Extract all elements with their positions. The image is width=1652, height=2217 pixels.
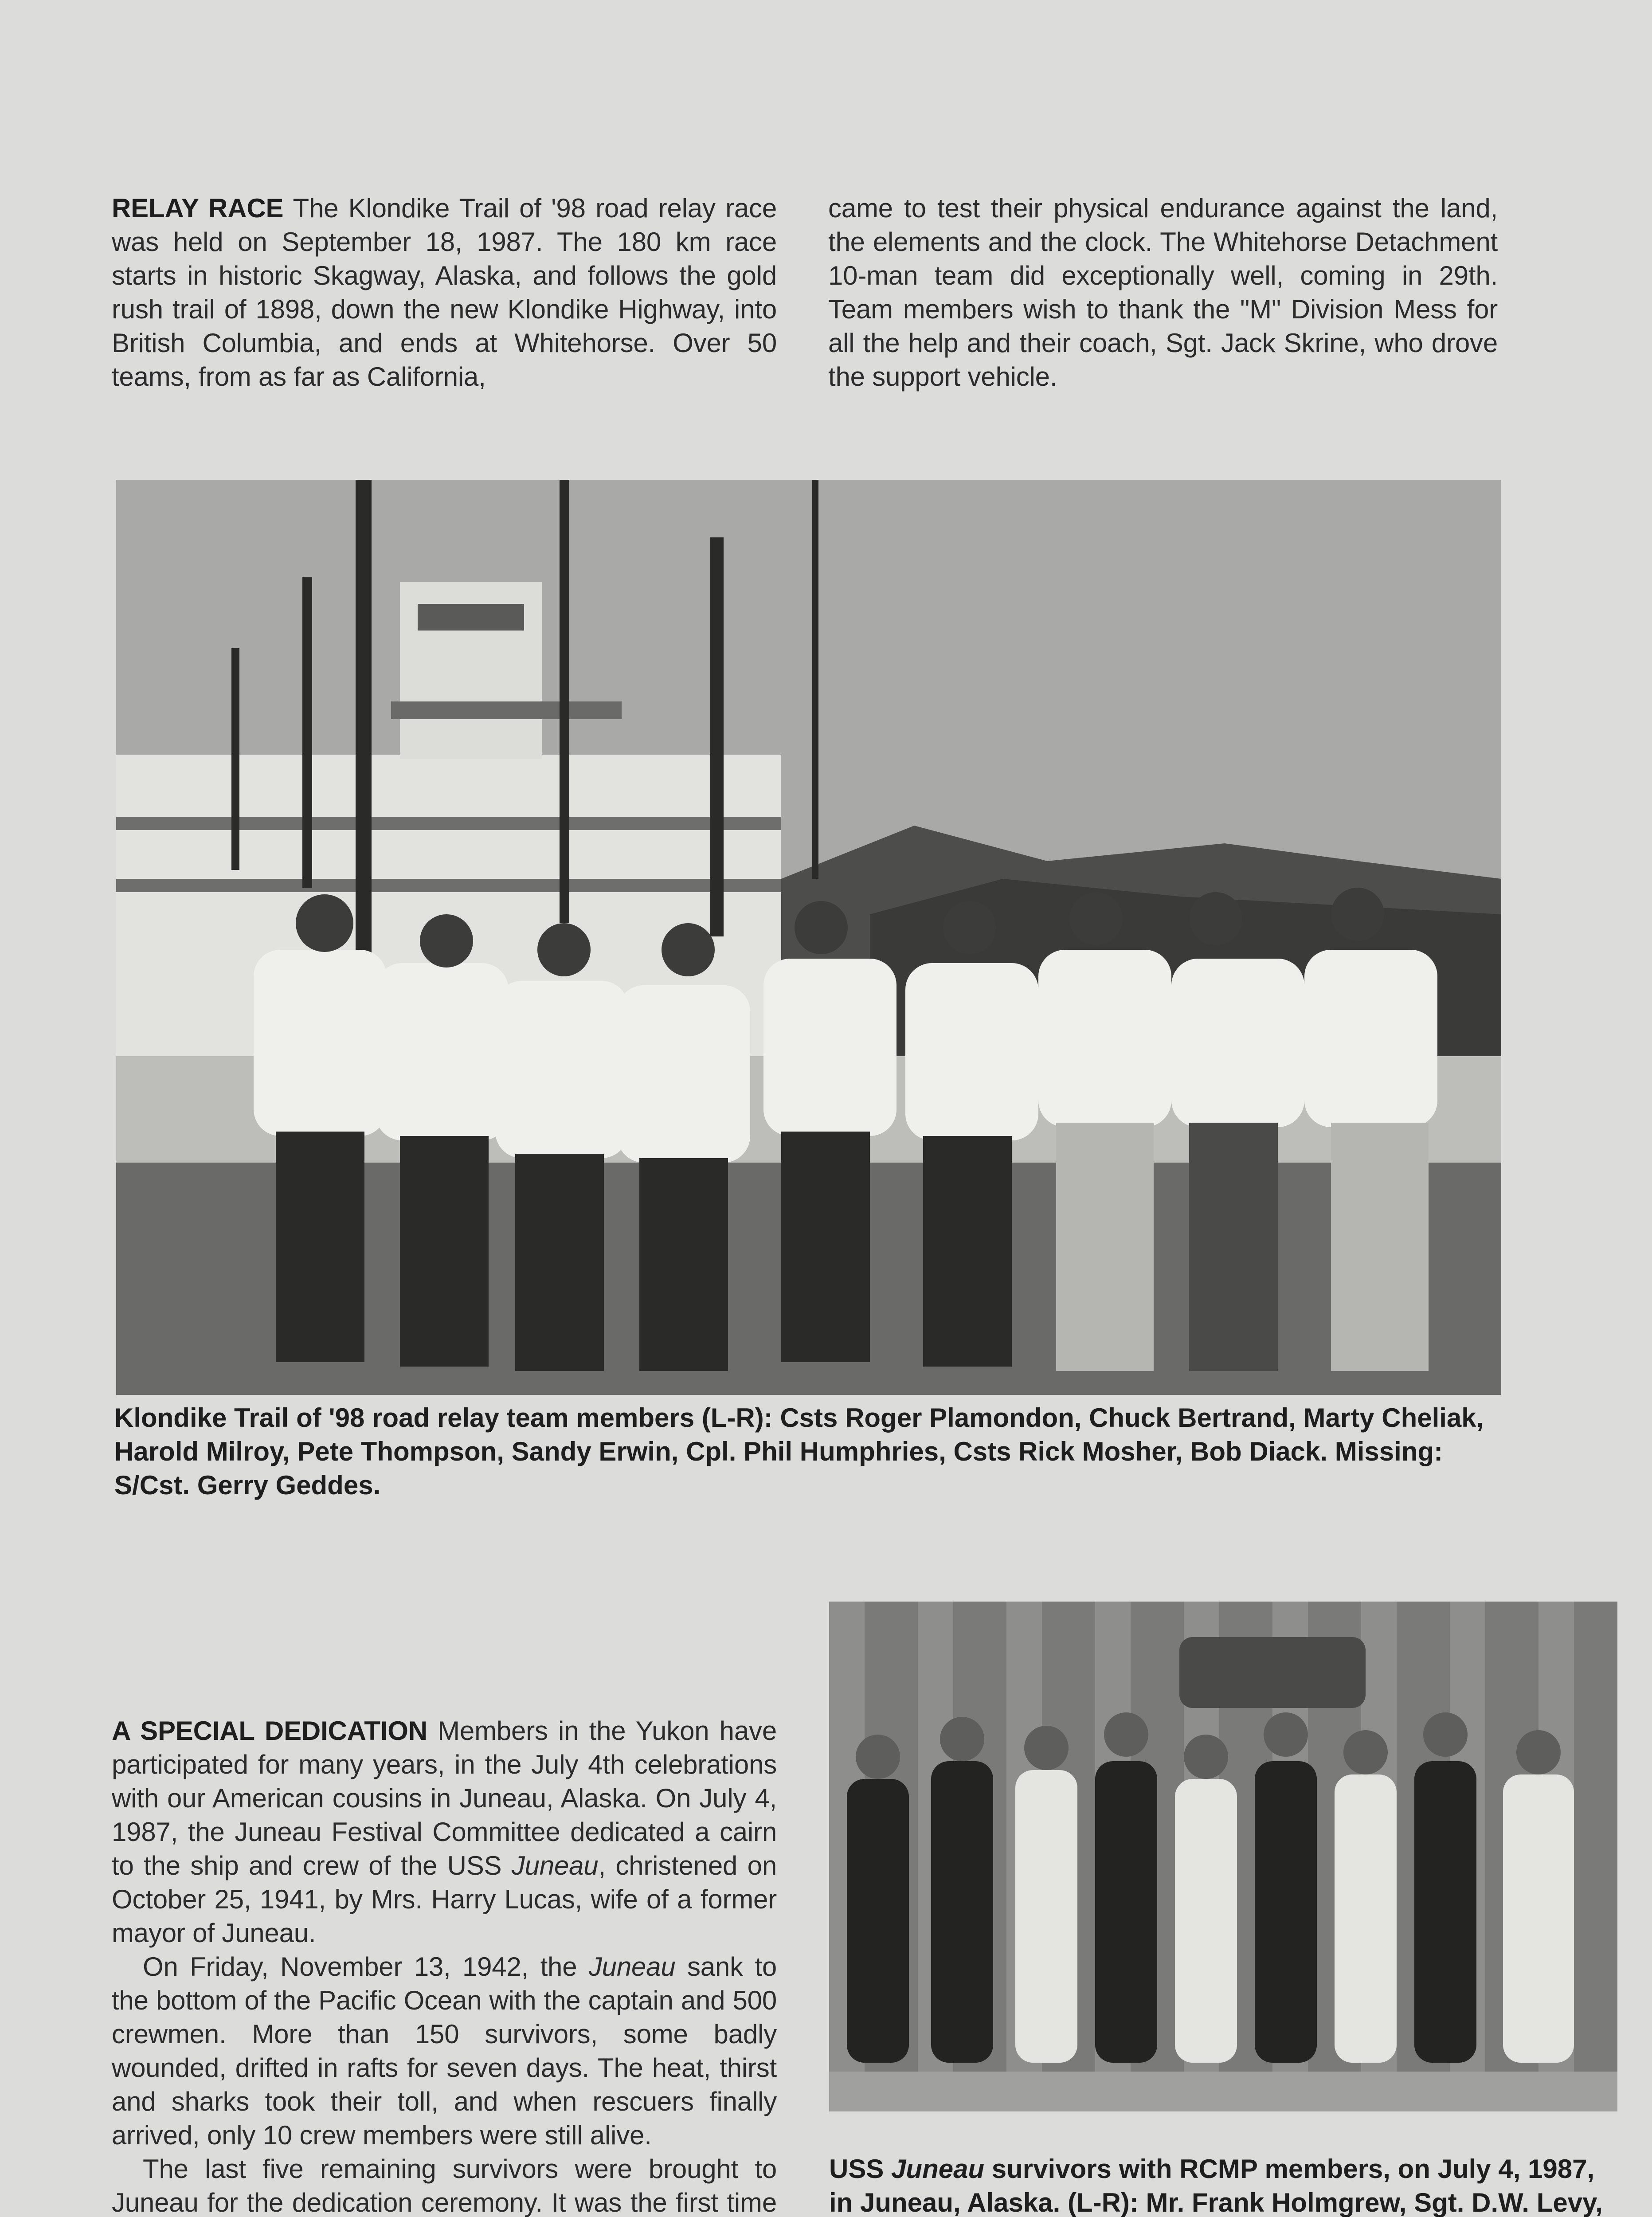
relay-heading: RELAY RACE bbox=[112, 193, 284, 223]
dedication-p1-a: Members in the Yukon have participated for many years, in the July 4th celebrations with our American cousins in Juneau, Alaska. On July 4, 1987, the Juneau Festival Committee dedicated a cairn to the ship and crew of the USS bbox=[112, 1716, 777, 1880]
relay-text-1: The Klondike Trail of '98 road relay race was held on September 18, 1987. The 180 km race starts in historic Skagway, Alaska, and follows the gold rush trail of 1898, down the new Klondike Highway, into British Columbia, and ends at Whitehorse. Over 50 teams, from as far as California, bbox=[112, 193, 777, 392]
dedication-p3: The last five remaining survivors were brought to Juneau for the dedication ceremony. It was the first time bbox=[112, 2154, 777, 2217]
relay-team-photo-image bbox=[116, 480, 1501, 1395]
dedication-heading: A SPECIAL DEDICATION bbox=[112, 1716, 427, 1746]
dedication-p1-b: , christened on October 25, 1941, by Mrs. Harry Lucas, wife of a former mayor of Juneau. bbox=[112, 1851, 777, 1948]
dedication-photo bbox=[829, 1602, 1617, 2111]
dedication-caption-ship: Juneau bbox=[891, 2154, 985, 2184]
dedication-photo-image bbox=[829, 1602, 1617, 2111]
dedication-p2-ship: Juneau bbox=[588, 1952, 676, 1982]
dedication-column bbox=[112, 1714, 777, 2217]
dedication-photo-caption bbox=[829, 2152, 1609, 2217]
dedication-p2-a: On Friday, November 13, 1942, the bbox=[143, 1952, 589, 1982]
relay-column-1 bbox=[112, 192, 777, 394]
relay-team-photo bbox=[116, 480, 1501, 1395]
dedication-caption-a: USS bbox=[829, 2154, 892, 2184]
dedication-caption-b: survivors with RCMP members, on July 4, 1987, in Juneau, Alaska. (L-R): Mr. Frank Holmgrew, Sgt. D.W. Levy, bbox=[829, 2154, 1603, 2217]
relay-text-2: came to test their physical endurance against the land, the elements and the clock. The Whitehorse Detachment 10-man team did exceptionally well, coming in 29th. Team members wish to thank the "M" Division Mess for all the help and their coach, Sgt. Jack Skrine, who drove the support vehicle. bbox=[828, 193, 1498, 392]
dedication-p1-ship: Juneau bbox=[511, 1851, 599, 1880]
relay-photo-caption: Klondike Trail of '98 road relay team members (L-R): Csts Roger Plamondon, Chuck Bertrand, Marty Cheliak, Harold Milroy, Pete Thompson, Sandy Erwin, Cpl. Phil Humphries, Csts Rick Mosher, Bob Diack. Missing: S/Cst. Gerry Geddes. bbox=[114, 1403, 1484, 1500]
relay-column-2 bbox=[828, 192, 1498, 394]
dedication-p2-b: sank to the bottom of the Pacific Ocean with the captain and 500 crewmen. More than 150 survivors, some badly wounded, drifted in rafts for seven days. The heat, thirst and sharks took their toll, and when rescuers finally arrived, only 10 crew members were still alive. bbox=[112, 1952, 777, 2150]
